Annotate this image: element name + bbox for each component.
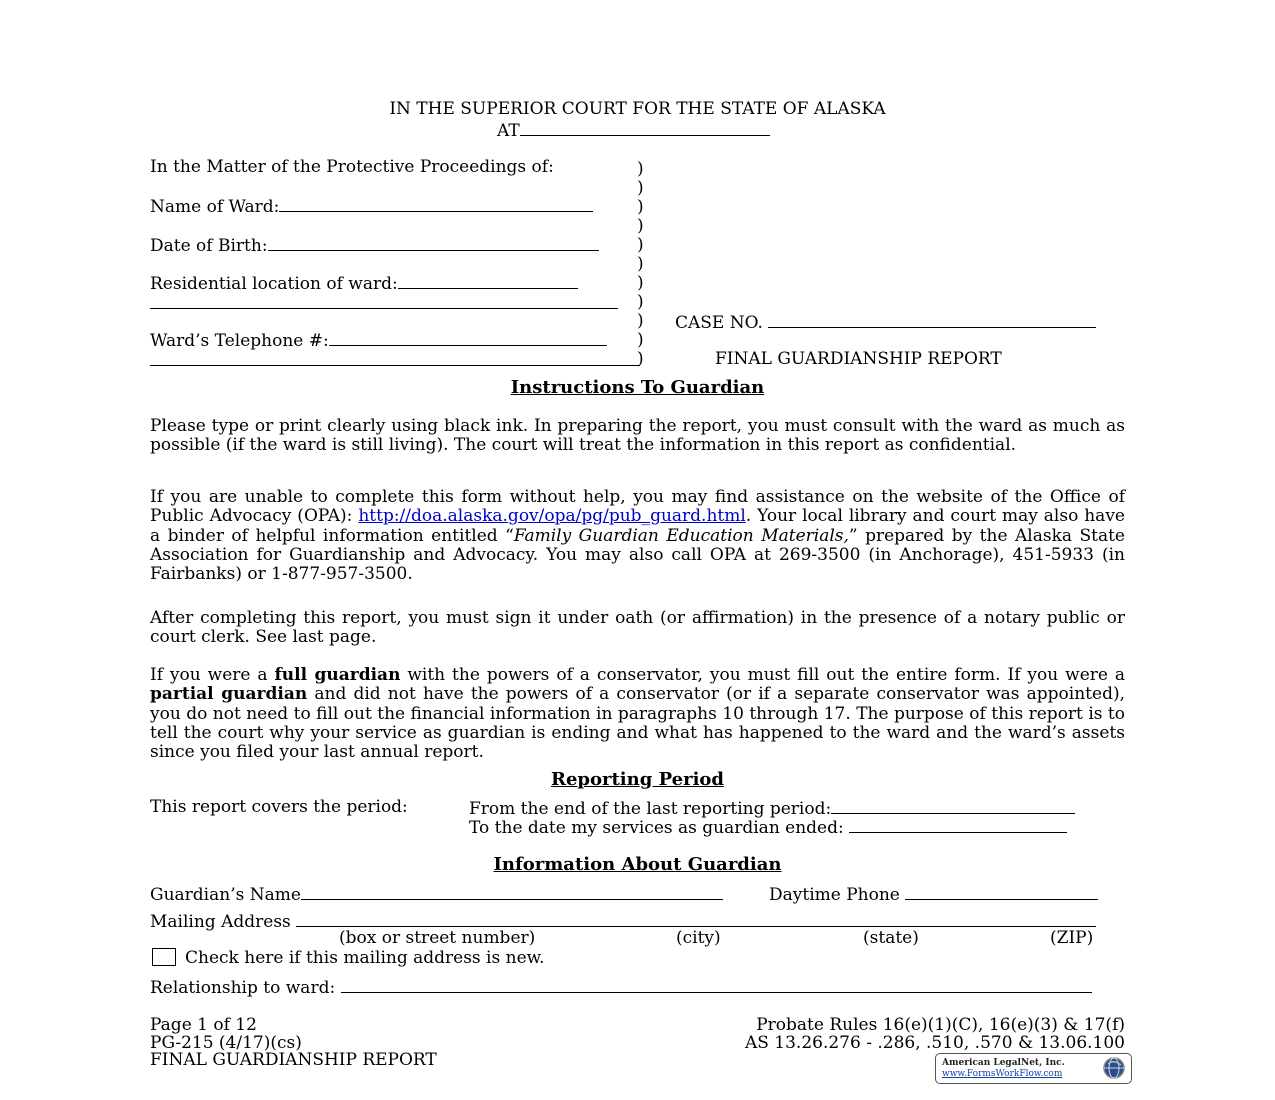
- dob-field[interactable]: [268, 236, 599, 251]
- guardian-info-heading: Information About Guardian: [493, 854, 782, 875]
- residence-field[interactable]: [398, 274, 578, 289]
- relationship-row: [150, 978, 1092, 997]
- caption-paren: ): [637, 254, 644, 274]
- guardian-name-field[interactable]: [301, 885, 723, 900]
- instructions-p2-text-a: If you are unable to complete this form without help, you may find assistance on the website of the Office of Public Advocacy (OPA):: [150, 487, 1125, 527]
- residence-row: [150, 274, 578, 293]
- new-address-checkbox[interactable]: [152, 948, 176, 966]
- dob-label: Date of Birth:: [150, 236, 268, 256]
- footer-form-title: FINAL GUARDIANSHIP REPORT: [150, 1050, 437, 1070]
- opa-website-link[interactable]: http://doa.alaska.gov/opa/pg/pub_guard.html: [358, 506, 746, 527]
- instructions-heading: Instructions To Guardian: [510, 377, 765, 398]
- dob-row: [150, 236, 599, 255]
- logo-company-name: American LegalNet, Inc.: [942, 1058, 1065, 1068]
- period-from-label: From the end of the last reporting period:: [469, 799, 832, 819]
- guardian-name-label: Guardian’s Name: [150, 885, 301, 905]
- full-guardian-term: full guardian: [274, 665, 401, 685]
- residence-field-line-2[interactable]: [150, 308, 618, 309]
- daytime-phone-row: [769, 885, 1098, 904]
- period-from-row: [469, 799, 1075, 818]
- caption-paren: ): [637, 311, 644, 331]
- address-sub-box: (box or street number): [339, 928, 536, 948]
- mailing-address-field[interactable]: [296, 912, 1096, 927]
- address-sub-state: (state): [863, 928, 919, 948]
- instructions-p1-text: Please type or print clearly using black ink. In preparing the report, you must consult with the ward as much as possible (if the ward is still living). The court will treat the information in this report as confidential.: [150, 416, 1125, 456]
- footer-page-number: Page 1 of 12: [150, 1015, 257, 1035]
- footer-form-number: PG-215 (4/17)(cs): [150, 1033, 302, 1053]
- partial-guardian-term: partial guardian: [150, 684, 308, 705]
- relationship-label: Relationship to ward:: [150, 978, 336, 998]
- reporting-period-heading: Reporting Period: [551, 769, 724, 790]
- relationship-field[interactable]: [341, 978, 1092, 993]
- caption-paren: ): [637, 216, 644, 236]
- footer-statutes: AS 13.26.276 - .286, .510, .570 & 13.06.100: [744, 1033, 1125, 1053]
- instructions-paragraph-4: [150, 666, 1125, 762]
- period-from-field[interactable]: [831, 799, 1075, 814]
- telephone-label: Ward’s Telephone #:: [150, 331, 329, 351]
- instructions-paragraph-1: [150, 417, 1125, 456]
- footer-probate-rules: Probate Rules 16(e)(1)(C), 16(e)(3) & 17(f): [756, 1015, 1125, 1035]
- telephone-field-line-2[interactable]: [150, 365, 640, 366]
- residence-label: Residential location of ward:: [150, 274, 398, 294]
- caption-paren: ): [637, 292, 644, 312]
- logo-website: www.FormsWorkFlow.com: [942, 1069, 1063, 1079]
- ward-name-row: [150, 197, 593, 216]
- instructions-p2-text-c: ” prepared by the Alaska State Association for Guardianship and Advocacy. You may also call OPA at 269-3500 (in Anchorage), 451-5933 (in Fairbanks) or 1-877-957-3500.: [150, 525, 1125, 585]
- period-to-field[interactable]: [849, 818, 1067, 833]
- american-legalnet-logo[interactable]: [935, 1053, 1132, 1084]
- instructions-p4-text-a: If you were a: [150, 665, 275, 685]
- address-sub-zip: (ZIP): [1050, 928, 1094, 948]
- new-address-label: Check here if this mailing address is new.: [185, 948, 545, 968]
- period-to-row: [469, 818, 1067, 837]
- report-title: FINAL GUARDIANSHIP REPORT: [715, 349, 1002, 369]
- telephone-field[interactable]: [329, 331, 607, 346]
- daytime-phone-label: Daytime Phone: [769, 885, 900, 905]
- matter-label: In the Matter of the Protective Proceedings of:: [150, 157, 554, 177]
- telephone-row: [150, 331, 607, 350]
- caption-paren: ): [637, 197, 644, 217]
- caption-paren: ): [637, 349, 644, 369]
- instructions-p2-text-b: . Your local library and court may also have a binder of helpful information entitled “: [150, 506, 1125, 546]
- court-location: [497, 121, 770, 140]
- instructions-p4-text-b: with the powers of a conservator, you must fill out the entire form. If you were a: [400, 665, 1125, 685]
- caption-paren: ): [637, 273, 644, 293]
- instructions-paragraph-2: [150, 488, 1125, 584]
- court-heading: IN THE SUPERIOR COURT FOR THE STATE OF ALASKA: [389, 99, 886, 119]
- ward-name-field[interactable]: [279, 197, 593, 212]
- period-covers-label: This report covers the period:: [150, 797, 408, 817]
- address-sub-city: (city): [676, 928, 721, 948]
- instructions-paragraph-3: [150, 609, 1125, 648]
- instructions-p4-text-c: and did not have the powers of a conservator (or if a separate conservator was appointed), you do not need to fill out the financial information in paragraphs 10 through 17. The purpose of this report is to tell the court why your service as guardian is ending and what has happened to the ward and the ward’s assets since you filed your last annual report.: [150, 684, 1125, 763]
- ward-name-label: Name of Ward:: [150, 197, 280, 217]
- mailing-address-label: Mailing Address: [150, 912, 291, 932]
- court-location-field[interactable]: [520, 121, 770, 136]
- caption-paren: ): [637, 178, 644, 198]
- mailing-address-row: [150, 912, 1096, 931]
- globe-icon: [1101, 1056, 1127, 1080]
- caption-paren: ): [637, 330, 644, 350]
- caption-paren: ): [637, 235, 644, 255]
- period-to-label: To the date my services as guardian ended:: [469, 818, 844, 838]
- case-no-field[interactable]: [768, 313, 1096, 328]
- case-no-row: [675, 313, 1096, 332]
- at-label: AT: [497, 121, 520, 141]
- instructions-p2-italic: Family Guardian Education Materials,: [513, 525, 849, 546]
- case-no-label: CASE NO.: [675, 313, 763, 333]
- caption-paren: ): [637, 159, 644, 179]
- instructions-p3-text: After completing this report, you must sign it under oath (or affirmation) in the presence of a notary public or court clerk. See last page.: [150, 608, 1125, 648]
- daytime-phone-field[interactable]: [905, 885, 1098, 900]
- guardian-name-row: [150, 885, 723, 904]
